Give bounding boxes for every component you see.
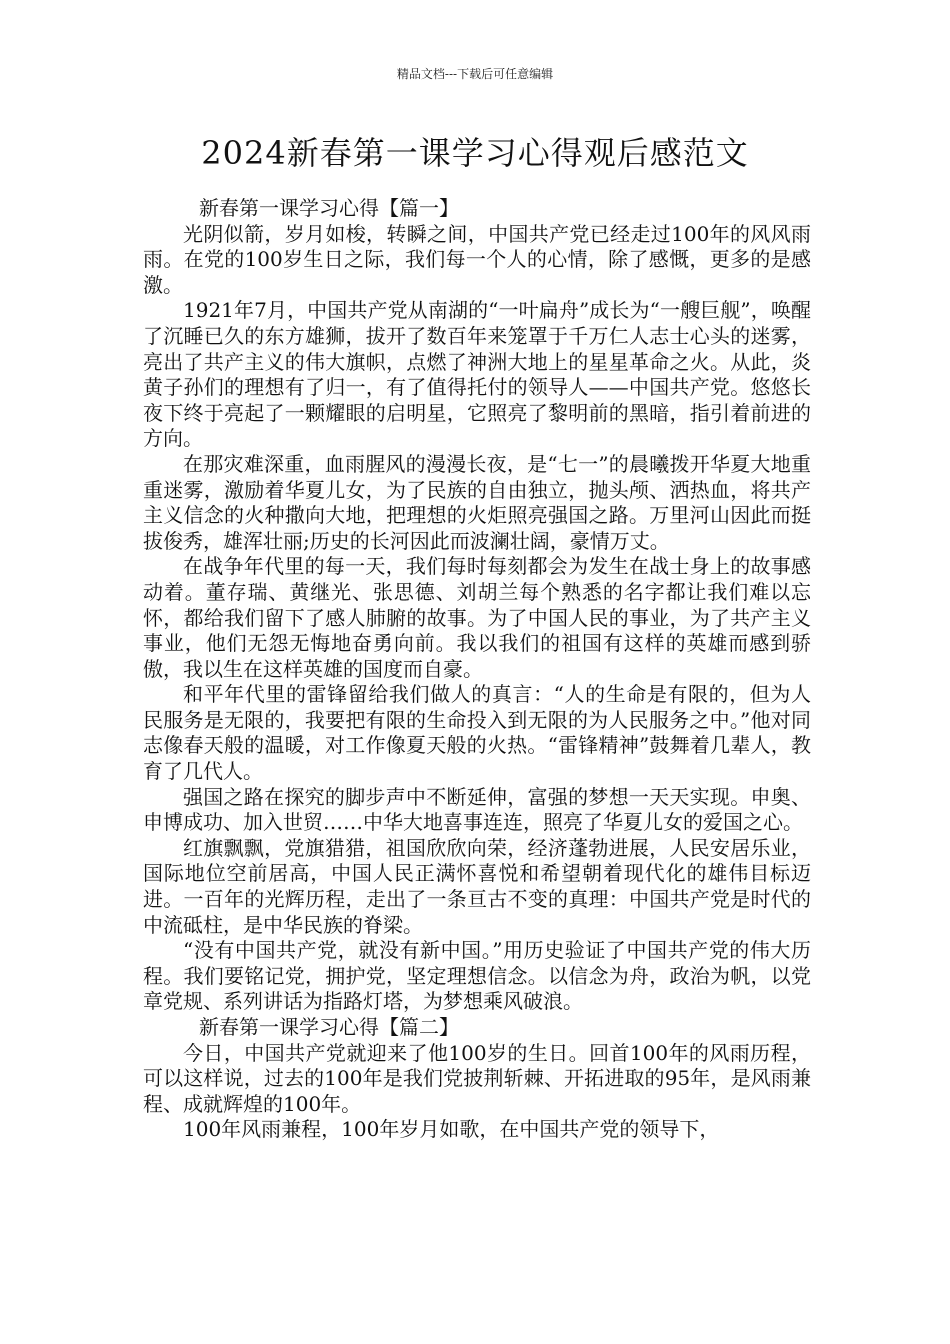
paragraph: 光阴似箭，岁月如梭，转瞬之间，中国共产党已经走过100年的风风雨雨。在党的100岁生日之际，我们每一个人的心情，除了感慨，更多的是感激。 <box>143 221 811 297</box>
paragraph: 和平年代里的雷锋留给我们做人的真言：“人的生命是有限的，但为人民服务是无限的，我要把有限的生命投入到无限的为人民服务之中。”他对同志像春天般的温暖，对工作像夏天般的火热。“雷锋精神”鼓舞着几辈人，教育了几代人。 <box>143 682 811 784</box>
paragraph: 在战争年代里的每一天，我们每时每刻都会为发生在战士身上的故事感动着。董存瑞、黄继光、张思德、刘胡兰每个熟悉的名字都让我们难以忘怀，都给我们留下了感人肺腑的故事。为了中国人民的事业，为了共产主义事业，他们无怨无悔地奋勇向前。我以我们的祖国有这样的英雄而感到骄傲，我以生在这样英雄的国度而自豪。 <box>143 554 811 681</box>
paragraph: 强国之路在探究的脚步声中不断延伸，富强的梦想一天天实现。申奥、申博成功、加入世贸……中华大地喜事连连，照亮了华夏儿女的爱国之心。 <box>143 784 811 835</box>
paragraph: “没有中国共产党，就没有新中国。”用历史验证了中国共产党的伟大历程。我们要铭记党，拥护党，坚定理想信念。以信念为舟，政治为帆，以党章党规、系列讲话为指路灯塔，为梦想乘风破浪。 <box>143 938 811 1014</box>
document-body <box>143 196 811 1143</box>
paragraph: 今日，中国共产党就迎来了他100岁的生日。回首100年的风雨历程，可以这样说，过去的100年是我们党披荆斩棘、开拓进取的95年，是风雨兼程、成就辉煌的100年。 <box>143 1040 811 1116</box>
section-heading: 新春第一课学习心得【篇二】 <box>199 1015 459 1039</box>
paragraph: 红旗飘飘，党旗猎猎，祖国欣欣向荣，经济蓬勃进展，人民安居乐业，国际地位空前居高，中国人民正满怀喜悦和希望朝着现代化的雄伟目标迈进。一百年的光辉历程，走出了一条亘古不变的真理：中国共产党是时代的中流砥柱，是中华民族的脊梁。 <box>143 835 811 937</box>
paragraph: 在那灾难深重，血雨腥风的漫漫长夜，是“七一”的晨曦拨开华夏大地重重迷雾，激励着华夏儿女，为了民族的自由独立，抛头颅、洒热血，将共产主义信念的火种撒向大地，把理想的火炬照亮强国之路。万里河山因此而挺拔俊秀，雄浑壮丽;历史的长河因此而波澜壮阔，豪情万丈。 <box>143 451 811 553</box>
header-note: 精品文档---下载后可任意编辑 <box>396 67 554 81</box>
paragraph: 1921年7月，中国共产党从南湖的“一叶扁舟”成长为“一艘巨舰”，唤醒了沉睡已久的东方雄狮，拔开了数百年来笼罩于千万仁人志士心头的迷雾，亮出了共产主义的伟大旗帜，点燃了神洲大地上的星星革命之火。从此，炎黄子孙们的理想有了归一，有了值得托付的领导人——中国共产党。悠悠长夜下终于亮起了一颗耀眼的启明星，它照亮了黎明前的黑暗，指引着前进的方向。 <box>143 298 811 451</box>
document-title: 2024新春第一课学习心得观后感范文 <box>201 134 749 172</box>
section-heading: 新春第一课学习心得【篇一】 <box>199 196 459 220</box>
paragraph: 100年风雨兼程，100年岁月如歌，在中国共产党的领导下， <box>183 1117 720 1142</box>
